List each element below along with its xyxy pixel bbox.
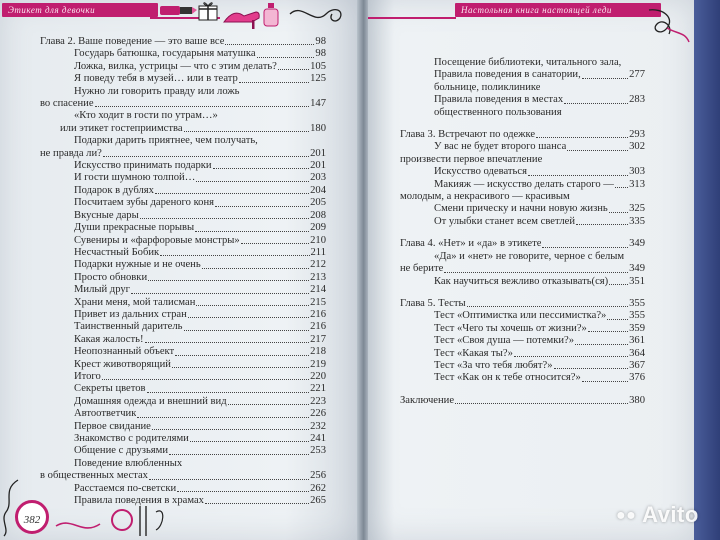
book-cover-edge: [694, 0, 720, 540]
toc-entry: [40, 61, 326, 73]
toc-leader-dots: [160, 255, 309, 256]
toc-entry-page: 355: [629, 297, 645, 309]
toc-entry-title: Глава 4. «Нет» и «да» в этикете: [400, 238, 542, 250]
toc-entry-title: Какая жалость!: [74, 333, 144, 345]
toc-entry-page: 201: [310, 160, 326, 172]
toc-entry-title: Сувениры и «фарфоровые монстры»: [74, 234, 240, 246]
toc-leader-dots: [95, 106, 310, 107]
toc-entry-page: 220: [310, 370, 326, 382]
toc-entry-page: 359: [629, 322, 645, 334]
toc-entry-title: Правила поведения в храмах: [74, 495, 204, 507]
toc-entry-title: Глава 3. Встречают по одежке: [400, 129, 536, 141]
toc-gap: [400, 228, 645, 238]
toc-entry-page: 223: [310, 395, 326, 407]
toc-entry: [400, 203, 645, 215]
toc-leader-dots: [615, 187, 628, 188]
toc-entry: [40, 458, 326, 470]
toc-leader-dots: [575, 344, 628, 345]
toc-leader-dots: [257, 57, 315, 58]
toc-entry-title: И гости шумною толпой…: [74, 172, 196, 184]
toc-entry: [40, 135, 326, 147]
toc-entry-title: Тест «Какая ты?»: [434, 347, 513, 359]
toc-entry-page: 349: [629, 263, 645, 275]
toc-entry-title: Посчитаем зубы дареного коня: [74, 197, 215, 209]
toc-entry: [40, 172, 326, 184]
toc-entry: [40, 470, 326, 482]
toc-entry-page: 211: [310, 246, 326, 258]
toc-entry-page: 361: [629, 335, 645, 347]
toc-entry-title: больнице, поликлинике: [434, 81, 541, 93]
toc-entry-title: Домашняя одежда и внешний вид: [74, 395, 227, 407]
toc-entry: [400, 395, 645, 407]
toc-entry: [400, 323, 645, 335]
toc-leader-dots: [467, 306, 629, 307]
toc-entry-page: 325: [629, 203, 645, 215]
toc-entry-title: Тест «Как он к тебе относится?»: [434, 372, 581, 384]
toc-leader-dots: [582, 78, 628, 79]
toc-entry-page: 205: [310, 197, 326, 209]
toc-leader-dots: [172, 367, 309, 368]
toc-entry-title: Храни меня, мой талисман: [74, 296, 196, 308]
toc-entry-title: Правила поведения в санатории,: [434, 69, 581, 81]
toc-entry: [40, 445, 326, 457]
toc-entry: [40, 483, 326, 495]
toc-entry-title: во спасение: [40, 98, 94, 110]
toc-entry: [40, 86, 326, 98]
toc-entry: [40, 346, 326, 358]
toc-entry-title: Тест «Своя душа — потемки?»: [434, 335, 575, 347]
toc-entry-title: Глава 2. Ваше поведение — это ваше все: [40, 36, 225, 47]
toc-entry-title: Души прекрасные порывы: [74, 222, 195, 234]
toc-leader-dots: [175, 355, 309, 356]
toc-leader-dots: [137, 417, 309, 418]
toc-leader-dots: [190, 441, 309, 442]
toc-entry-page: 216: [310, 308, 326, 320]
toc-entry: [40, 371, 326, 383]
toc-entry: [400, 360, 645, 372]
toc-entry-page: 277: [629, 69, 645, 81]
toc-entry-page: 214: [310, 284, 326, 296]
toc-entry-page: 283: [629, 94, 645, 106]
toc-leader-dots: [152, 429, 309, 430]
toc-entry: [400, 348, 645, 360]
toc-entry: [400, 166, 645, 178]
toc-entry: [400, 129, 645, 141]
toc-entry-page: 364: [629, 347, 645, 359]
avito-watermark: ●● Avito: [616, 502, 699, 527]
toc-entry: [40, 98, 326, 110]
toc-leader-dots: [202, 268, 309, 269]
book-spine: [357, 0, 368, 540]
toc-gap: [400, 385, 645, 395]
toc-entry-title: Неопознанный объект: [74, 346, 175, 358]
toc-entry: [40, 383, 326, 395]
toc-entry: [400, 216, 645, 228]
toc-entry-title: Посещение библиотеки, читального зала,: [434, 57, 622, 68]
lipstick-icon: [158, 0, 198, 20]
toc-entry-title: Общение с друзьями: [74, 445, 169, 457]
toc-entry: [40, 210, 326, 222]
toc-entry-page: 313: [629, 178, 645, 190]
toc-entry-title: Тест «За что тебя любят?»: [434, 359, 553, 371]
toc-entry-title: Нужно ли говорить правду или ложь: [74, 85, 240, 97]
toc-entry: [40, 396, 326, 408]
gift-icon: [196, 0, 220, 22]
toc-entry: [40, 36, 326, 48]
toc-entry-page: 217: [310, 333, 326, 345]
toc-leader-dots: [228, 404, 310, 405]
toc-entry-page: 241: [310, 433, 326, 444]
toc-leader-dots: [239, 82, 309, 83]
toc-entry: [40, 185, 326, 197]
toc-entry-title: Смени прическу и начни новую жизнь: [434, 203, 608, 215]
toc-leader-dots: [184, 131, 310, 132]
toc-entry-title: не берите: [400, 263, 444, 275]
avito-logo-icon: ●●: [616, 507, 637, 524]
toc-entry-page: 105: [310, 60, 326, 72]
toc-leader-dots: [455, 403, 628, 404]
toc-entry-title: Искусство одеваться: [434, 166, 527, 178]
toc-leader-dots: [177, 491, 309, 492]
toc-entry-title: Расстаемся по-светски: [74, 482, 177, 494]
toc-entry: [40, 408, 326, 420]
toc-entry-title: Макияж — искусство делать старого —: [434, 178, 614, 190]
toc-entry-page: 216: [310, 321, 326, 333]
toc-entry: [400, 298, 645, 310]
toc-entry-title: Правила поведения в местах: [434, 94, 564, 106]
toc-entry-title: молодым, а некрасивого — красивым: [400, 191, 570, 203]
toc-entry-title: Крест животворящий: [74, 358, 171, 370]
toc-entry-page: 232: [310, 420, 326, 432]
toc-leader-dots: [564, 103, 628, 104]
toc-entry-title: Искусство принимать подарки: [74, 160, 212, 172]
toc-gap: [400, 119, 645, 129]
toc-entry: [40, 48, 326, 60]
toc-entry-page: 218: [310, 346, 326, 358]
toc-leader-dots: [148, 280, 309, 281]
toc-entry-page: 212: [310, 259, 326, 271]
toc-entry-title: У вас не будет второго шанса: [434, 141, 567, 153]
toc-leader-dots: [567, 150, 628, 151]
toc-entry-page: 98: [315, 36, 326, 47]
toc-entry: [400, 154, 645, 166]
toc-entry-title: Вкусные дары: [74, 209, 139, 221]
toc-leader-dots: [241, 243, 309, 244]
toc-entry: [40, 297, 326, 309]
toc-entry-title: Государь батюшка, государыня матушка: [74, 48, 256, 60]
toc-leader-dots: [196, 305, 309, 306]
toc-entry-title: произвести первое впечатление: [400, 153, 543, 165]
toc-entry-page: 351: [629, 275, 645, 287]
toc-entry: [40, 321, 326, 333]
toc-entry-page: 293: [629, 129, 645, 141]
toc-leader-dots: [155, 193, 309, 194]
toc-entry-page: 256: [310, 470, 326, 482]
toc-entry-page: 208: [310, 209, 326, 221]
toc-entry: [40, 433, 326, 445]
toc-entry-title: От улыбки станет всем светлей: [434, 215, 576, 227]
toc-entry-title: Знакомство с родителями: [74, 433, 189, 444]
toc-entry: [40, 110, 326, 122]
toc-leader-dots: [196, 181, 309, 182]
toc-entry: [400, 276, 645, 288]
table-of-contents-left: [40, 36, 326, 507]
toc-entry: [40, 259, 326, 271]
toc-entry-page: 98: [315, 48, 326, 60]
toc-entry-title: или этикет гостеприимства: [60, 122, 183, 134]
toc-entry-title: общественного пользования: [434, 106, 562, 118]
page-number-badge: 382: [15, 500, 49, 534]
toc-entry-page: 226: [310, 408, 326, 420]
toc-entry-page: 376: [629, 372, 645, 384]
toc-entry: [40, 421, 326, 433]
toc-entry: [400, 310, 645, 322]
toc-leader-dots: [140, 218, 309, 219]
toc-entry-title: Подарок в дублях: [74, 184, 154, 196]
shoe-icon: [222, 0, 262, 30]
toc-entry-page: 302: [629, 141, 645, 153]
toc-entry-page: 125: [310, 73, 326, 85]
toc-leader-dots: [131, 293, 309, 294]
right-header-rule: [368, 17, 456, 19]
toc-entry-page: 221: [310, 383, 326, 395]
toc-entry: [400, 94, 645, 106]
toc-entry-title: Итого: [74, 370, 101, 382]
table-of-contents-right: [400, 57, 645, 407]
toc-entry: [40, 309, 326, 321]
toc-leader-dots: [225, 44, 314, 45]
toc-entry: [400, 335, 645, 347]
toc-entry: [40, 197, 326, 209]
toc-leader-dots: [188, 317, 309, 318]
toc-leader-dots: [102, 379, 309, 380]
toc-entry: [40, 123, 326, 135]
perfume-icon: [262, 2, 280, 28]
toc-entry: [400, 251, 645, 263]
toc-entry-page: 380: [629, 394, 645, 406]
toc-entry: [40, 222, 326, 234]
toc-entry: [400, 69, 645, 81]
toc-entry-title: Милый друг: [74, 284, 130, 296]
toc-entry-title: Заключение: [400, 394, 455, 406]
toc-leader-dots: [149, 479, 309, 480]
toc-leader-dots: [607, 319, 628, 320]
toc-leader-dots: [215, 206, 309, 207]
toc-entry: [400, 191, 645, 203]
toc-leader-dots: [184, 330, 310, 331]
toc-leader-dots: [536, 137, 628, 138]
toc-leader-dots: [609, 284, 628, 285]
toc-entry-title: Тест «Чего ты хочешь от жизни?»: [434, 322, 587, 334]
toc-leader-dots: [609, 212, 628, 213]
toc-entry-page: 201: [310, 147, 326, 159]
toc-entry-title: Глава 5. Тесты: [400, 297, 466, 309]
toc-entry-page: 262: [310, 482, 326, 494]
toc-entry-title: Подарки нужные и не очень: [74, 259, 201, 271]
toc-entry: [400, 263, 645, 275]
toc-entry-title: Секреты цветов: [74, 383, 146, 395]
toc-leader-dots: [542, 247, 628, 248]
toc-entry-page: 215: [310, 296, 326, 308]
toc-entry: [40, 160, 326, 172]
toc-entry-page: 303: [629, 166, 645, 178]
toc-entry: [40, 495, 326, 507]
toc-leader-dots: [147, 392, 310, 393]
toc-entry: [400, 57, 645, 69]
toc-leader-dots: [576, 224, 628, 225]
toc-entry-page: 265: [310, 495, 326, 507]
toc-entry-title: Таинственный даритель: [74, 321, 183, 333]
toc-entry-page: 219: [310, 358, 326, 370]
toc-entry-title: Первое свидание: [74, 420, 151, 432]
toc-entry: [400, 179, 645, 191]
toc-entry-page: 335: [629, 215, 645, 227]
toc-entry-title: Поведение влюбленных: [74, 457, 183, 469]
toc-entry: [400, 238, 645, 250]
toc-entry: [40, 247, 326, 259]
left-running-header: Этикет для девочки: [2, 3, 158, 17]
toc-leader-dots: [103, 156, 309, 157]
toc-entry: [40, 284, 326, 296]
toc-leader-dots: [169, 454, 309, 455]
right-running-header: Настольная книга настоящей леди: [455, 3, 661, 17]
toc-entry-title: в общественных местах: [40, 470, 148, 482]
toc-entry-page: 204: [310, 184, 326, 196]
toc-entry-title: Привет из дальних стран: [74, 308, 187, 320]
toc-entry-title: Несчастный Бобик: [74, 246, 160, 258]
toc-entry-title: Тест «Оптимистка или пессимистка?»: [434, 310, 607, 322]
toc-entry: [400, 141, 645, 153]
toc-leader-dots: [205, 503, 309, 504]
toc-gap: [400, 288, 645, 298]
toc-entry: [40, 272, 326, 284]
toc-entry: [40, 359, 326, 371]
toc-entry-title: Я поведу тебя в музей… или в театр: [74, 73, 238, 85]
toc-entry: [40, 73, 326, 85]
toc-leader-dots: [278, 69, 309, 70]
toc-leader-dots: [528, 175, 628, 176]
toc-entry: [400, 82, 645, 94]
toc-entry-page: 367: [629, 359, 645, 371]
toc-entry-title: Автоответчик: [74, 408, 137, 420]
toc-entry-title: Ложка, вилка, устрицы — что с этим делать?: [74, 60, 277, 72]
toc-entry-page: 253: [310, 445, 326, 457]
toc-entry-page: 209: [310, 222, 326, 234]
toc-leader-dots: [582, 381, 628, 382]
toc-leader-dots: [213, 168, 310, 169]
toc-entry-page: 203: [310, 172, 326, 184]
toc-entry-page: 349: [629, 238, 645, 250]
toc-entry-title: Подарки дарить приятнее, чем получать,: [74, 135, 258, 147]
toc-entry: [400, 372, 645, 384]
toc-entry-page: 355: [629, 310, 645, 322]
toc-leader-dots: [145, 342, 310, 343]
toc-entry-title: Как научиться вежливо отказывать(ся): [434, 275, 609, 287]
toc-entry-page: 147: [310, 98, 326, 110]
toc-entry-title: «Кто ходит в гости по утрам…»: [74, 110, 218, 122]
swirl-ornament-icon: [288, 0, 348, 30]
toc-entry-title: Просто обновки: [74, 271, 148, 283]
toc-entry: [40, 235, 326, 247]
toc-entry-title: «Да» и «нет» не говорите, черное с белым: [434, 250, 625, 262]
toc-entry: [400, 107, 645, 119]
toc-entry: [40, 334, 326, 346]
toc-leader-dots: [554, 368, 629, 369]
toc-entry-page: 210: [310, 234, 326, 246]
swirl-ornament-icon: [645, 4, 693, 48]
toc-leader-dots: [444, 272, 628, 273]
toc-leader-dots: [588, 331, 628, 332]
toc-entry-page: 180: [310, 122, 326, 134]
toc-entry-page: 213: [310, 271, 326, 283]
toc-leader-dots: [514, 356, 628, 357]
toc-entry-title: не правда ли?: [40, 147, 102, 159]
toc-entry: [40, 148, 326, 160]
toc-leader-dots: [195, 231, 309, 232]
